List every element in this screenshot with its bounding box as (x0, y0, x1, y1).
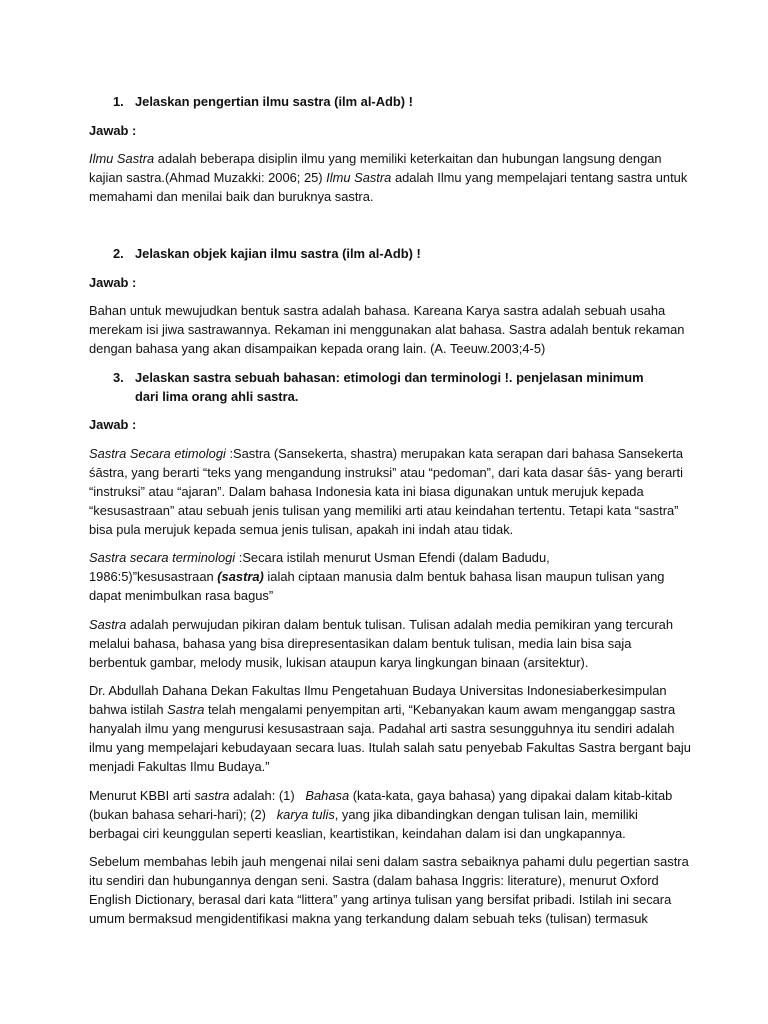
text-run: Jawab : (89, 274, 137, 290)
emphasis-text: Sastra Secara etimologi (89, 445, 226, 461)
text-line (89, 168, 687, 187)
text-run: Sebelum membahas lebih jauh mengenai nilai seni dalam sastra sebaiknya pahami dulu pegertian sastra (89, 854, 689, 869)
question-item (89, 92, 749, 111)
text-line (89, 700, 691, 719)
question-number: 3. (113, 369, 124, 385)
block-lines (89, 121, 136, 140)
text-run: Jawab : (89, 122, 137, 138)
text-run: adalah beberapa disiplin ilmu yang memiliki keterkaitan dan hubungan langsung dengan (154, 151, 662, 166)
emphasis-text: Bahasa (305, 787, 350, 803)
text-run: merekam isi jiwa sastrawannya. Rekaman ini menggunakan alat bahasa. Sastra adalah bentuk rekaman (89, 322, 685, 337)
block-lines (89, 681, 691, 776)
text-line (89, 738, 691, 757)
text-line (89, 548, 664, 567)
block-lines (89, 852, 689, 928)
text-run: English Dictionary, berasal dari kata “littera” yang artinya tulisan yang bersifat pribadi. Istilah ini secara (89, 892, 672, 907)
answer-label (89, 415, 749, 434)
text-line (89, 415, 136, 434)
block-lines (89, 273, 136, 292)
block-lines (135, 244, 421, 263)
text-line (89, 149, 687, 168)
text-line (89, 567, 664, 586)
text-line (89, 520, 683, 539)
text-line (135, 368, 644, 387)
text-line (89, 501, 683, 520)
emphasis-text: Ilmu Sastra (89, 151, 155, 166)
emphasis-text: Ilmu Sastra (326, 170, 392, 185)
text-run: adalah Ilmu yang mempelajari tentang sastra untuk (391, 170, 688, 185)
text-line (89, 444, 683, 463)
text-line (89, 824, 672, 843)
text-run: dengan bahasa yang akan disampaikan kepada orang lain. (A. Teeuw.2003;4-5) (89, 341, 546, 356)
block-lines (89, 444, 683, 539)
question-number: 2. (113, 246, 124, 261)
text-line (89, 805, 672, 824)
text-run: Jelaskan sastra sebuah bahasan: etimologi dan terminologi !. penjelasan minimum (135, 369, 644, 385)
text-line (89, 463, 683, 482)
text-run: 1986:5)”kesusastraan (89, 569, 218, 584)
answer-paragraph (89, 548, 749, 605)
text-run: Menurut KBBI arti (89, 787, 195, 803)
document-body (89, 92, 749, 938)
text-line (89, 681, 691, 700)
text-run: bisa pula merujuk kepada semua jenis tulisan, apakah ini indah atau tidak. (89, 521, 514, 537)
emphasis-text: Sastra secara terminologi (89, 550, 236, 565)
text-line (89, 482, 683, 501)
block-lines (89, 415, 136, 434)
answer-paragraph (89, 149, 749, 206)
text-run: telah mengalami penyempitan arti, “Kebanyakan kaum awam menganggap sastra (204, 702, 676, 717)
text-run: berbentuk gambar, melody musik, lukisan ataupun karya lingkungan binaan (arsitektur). (89, 654, 589, 670)
text-line (89, 786, 672, 805)
answer-paragraph (89, 615, 749, 672)
text-line (89, 852, 689, 871)
answer-paragraph (89, 444, 749, 539)
emphasis-text: karya tulis (276, 806, 335, 822)
text-line (89, 757, 691, 776)
text-line (89, 890, 689, 909)
text-run: dapat menimbulkan rasa bagus” (89, 588, 274, 603)
emphasis-text: sastra (194, 787, 230, 803)
text-run: berbagai ciri keunggulan seperti keaslian, keartistikan, keindahan dalam isi dan ungkapannya. (89, 825, 626, 841)
text-line (89, 339, 684, 358)
text-line (89, 634, 673, 653)
text-line (89, 653, 673, 672)
text-line (89, 586, 664, 605)
text-run: kajian sastra.(Ahmad Muzakki: 2006; 25) (89, 170, 327, 185)
block-lines (89, 301, 684, 358)
text-run: Jawab : (89, 417, 137, 432)
text-run: memahami dan menilai baik dan buruknya sastra. (89, 189, 374, 204)
text-line (89, 320, 684, 339)
block-lines (89, 786, 672, 843)
text-line (89, 187, 687, 206)
block-lines (135, 92, 413, 111)
answer-label (89, 121, 749, 140)
answer-paragraph (89, 852, 749, 928)
text-run: “kesusastraan” atau sebuah jenis tulisan yang memiliki arti atau keindahan tertentu. Tetapi kata “sastra” (89, 502, 679, 518)
answer-paragraph (89, 786, 749, 843)
text-line (89, 719, 691, 738)
text-run: :Sastra (Sansekerta, shastra) merupakan kata serapan dari bahasa Sansekerta (225, 445, 684, 461)
text-line (135, 92, 413, 111)
text-line (89, 909, 689, 928)
block-lines (135, 368, 644, 406)
text-run: bahwa istilah (89, 702, 168, 717)
text-run: (kata-kata, gaya bahasa) yang dipakai dalam kitab-kitab (349, 787, 673, 803)
text-run: Dr. Abdullah Dahana Dekan Fakultas Ilmu Pengetahuan Budaya Universitas Indonesiaberkesimpulan (89, 683, 667, 698)
block-lines (89, 548, 664, 605)
text-run: dari lima orang ahli sastra. (135, 388, 299, 404)
text-run: menjadi Fakultas Ilmu Budaya.” (89, 759, 270, 774)
question-item (89, 368, 749, 406)
text-run: , yang jika dibandingkan dengan tulisan lain, memiliki (334, 806, 638, 822)
text-run: adalah perwujudan pikiran dalam bentuk tulisan. Tulisan adalah media pemikiran yang tercurah (126, 616, 674, 632)
text-line (135, 244, 421, 263)
text-line (89, 121, 136, 140)
block-lines (89, 149, 687, 206)
text-run: melalui bahasa, bahasa yang bisa direpresentasikan dalam bentuk tulisan, media lain bisa saja (89, 635, 632, 651)
text-run: “instruksi” atau “ajaran”. Dalam bahasa Indonesia kata ini biasa digunakan untuk merujuk kepada (89, 483, 644, 499)
answer-paragraph (89, 301, 749, 358)
text-run: hanyalah ilmu yang mengurusi kesusastraan saja. Padahal arti sastra sesungguhnya itu sendiri adalah (89, 721, 675, 736)
text-run: ilmu yang mempelajari kebudayaan secara luas. Itulah salah satu penyebab Fakultas Sastra bergant baju (89, 740, 691, 755)
text-run: :Secara istilah menurut Usman Efendi (dalam Badudu, (235, 550, 550, 565)
blank-paragraph (89, 216, 749, 235)
text-run: Bahan untuk mewujudkan bentuk sastra adalah bahasa. Kareana Karya sastra adalah sebuah usaha (89, 303, 666, 318)
emphasis-text: (sastra) (217, 569, 264, 584)
text-run: Jelaskan objek kajian ilmu sastra (ilm al-Adb) ! (135, 246, 421, 261)
text-run: śāstra, yang berarti “teks yang mengandung instruksi” atau “pedoman”, dari kata dasar śās- yang berarti (89, 464, 683, 480)
text-line (89, 871, 689, 890)
answer-paragraph (89, 681, 749, 776)
block-lines (89, 615, 673, 672)
text-run: adalah: (1) (229, 787, 306, 803)
answer-label (89, 273, 749, 292)
text-run: itu sendiri dan hubungannya dengan seni. Sastra (dalam bahasa Inggris: literature), menurut Oxford (89, 873, 659, 888)
text-line (135, 387, 644, 406)
text-run: (bukan bahasa sehari-hari); (2) (89, 806, 277, 822)
question-item (89, 244, 749, 263)
text-line (89, 615, 673, 634)
text-run: umum bermaksud mengidentifikasi makna yang terkandung dalam sebuah teks (tulisan) termasuk (89, 911, 648, 926)
text-run: ialah ciptaan manusia dalm bentuk bahasa lisan maupun tulisan yang (263, 569, 665, 584)
text-run: Jelaskan pengertian ilmu sastra (ilm al-Adb) ! (135, 94, 413, 109)
text-line (89, 273, 136, 292)
emphasis-text: Sastra (167, 702, 205, 717)
question-number: 1. (113, 94, 124, 109)
text-line (89, 301, 684, 320)
emphasis-text: Sastra (89, 616, 127, 632)
